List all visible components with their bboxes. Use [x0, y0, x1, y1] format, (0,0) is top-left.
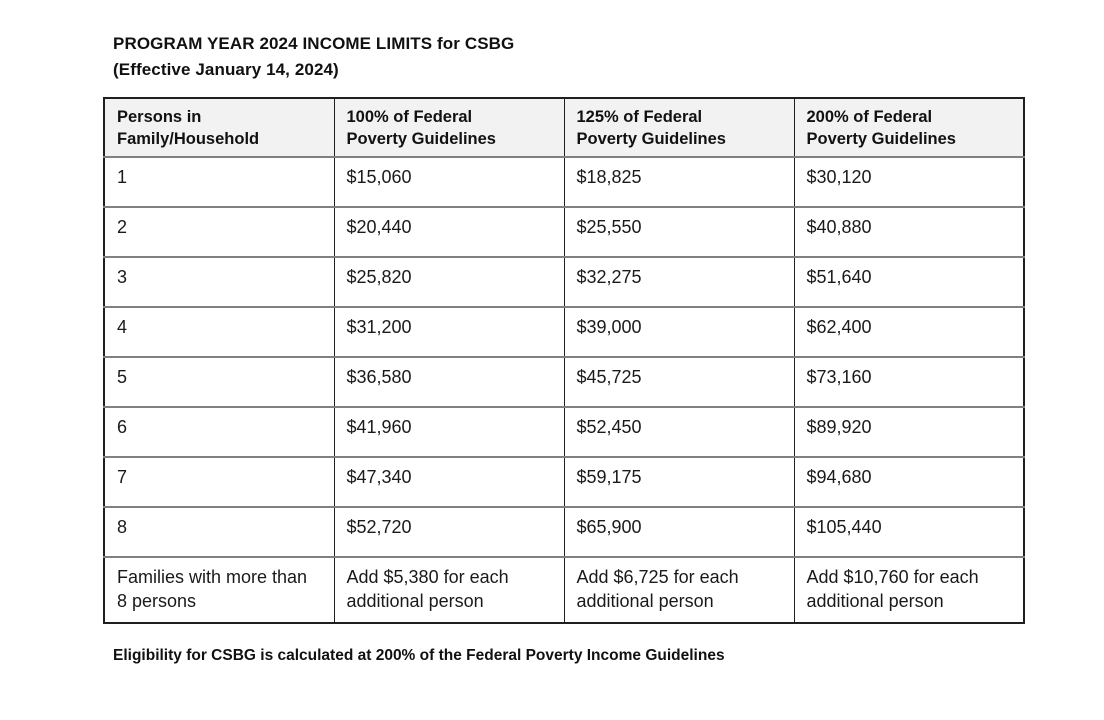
amount-cell: Add $6,725 for each additional person — [564, 557, 794, 623]
persons-cell: 4 — [104, 307, 334, 357]
col-header-line: Poverty Guidelines — [346, 130, 496, 148]
col-header-100pct — [334, 98, 564, 157]
title-line-1: PROGRAM YEAR 2024 INCOME LIMITS for CSBG — [113, 34, 515, 53]
table-row — [104, 457, 1024, 507]
income-limits-table — [103, 97, 1025, 624]
amount-cell: $47,340 — [334, 457, 564, 507]
col-header-line: 100% of Federal — [346, 108, 473, 126]
amount-cell: $15,060 — [334, 157, 564, 207]
amount-cell: $18,825 — [564, 157, 794, 207]
col-header-line: Family/Household — [117, 130, 260, 148]
persons-cell: 3 — [104, 257, 334, 307]
table-row — [104, 407, 1024, 457]
amount-cell: $36,580 — [334, 357, 564, 407]
table-row — [104, 307, 1024, 357]
col-header-line: 125% of Federal — [576, 108, 703, 126]
amount-cell: $39,000 — [564, 307, 794, 357]
eligibility-note: Eligibility for CSBG is calculated at 200% of the Federal Poverty Income Guidelines — [113, 647, 725, 664]
amount-cell: $62,400 — [794, 307, 1024, 357]
table-row — [104, 207, 1024, 257]
persons-cell: 1 — [104, 157, 334, 207]
col-header-line: Poverty Guidelines — [576, 130, 726, 148]
persons-cell: 2 — [104, 207, 334, 257]
amount-cell: $45,725 — [564, 357, 794, 407]
col-header-line: 200% of Federal — [806, 108, 933, 126]
amount-cell: $65,900 — [564, 507, 794, 557]
amount-cell: $51,640 — [794, 257, 1024, 307]
amount-cell: $73,160 — [794, 357, 1024, 407]
amount-cell: $20,440 — [334, 207, 564, 257]
table-row — [104, 157, 1024, 207]
col-header-200pct — [794, 98, 1024, 157]
amount-cell: $89,920 — [794, 407, 1024, 457]
col-header-125pct — [564, 98, 794, 157]
amount-cell: $59,175 — [564, 457, 794, 507]
persons-cell: 6 — [104, 407, 334, 457]
amount-cell: $94,680 — [794, 457, 1024, 507]
table-row — [104, 357, 1024, 407]
amount-cell: $41,960 — [334, 407, 564, 457]
persons-cell: 5 — [104, 357, 334, 407]
income-table-body — [104, 157, 1024, 623]
amount-cell: $52,720 — [334, 507, 564, 557]
amount-cell: $25,550 — [564, 207, 794, 257]
amount-cell: $105,440 — [794, 507, 1024, 557]
table-row — [104, 257, 1024, 307]
amount-cell: $52,450 — [564, 407, 794, 457]
table-row — [104, 557, 1024, 623]
table-header — [104, 98, 1024, 157]
persons-cell: Families with more than 8 persons — [104, 557, 334, 623]
title-line-2: (Effective January 14, 2024) — [113, 60, 339, 79]
col-header-line: Poverty Guidelines — [806, 130, 956, 148]
persons-cell: 7 — [104, 457, 334, 507]
amount-cell: $25,820 — [334, 257, 564, 307]
amount-cell: Add $5,380 for each additional person — [334, 557, 564, 623]
amount-cell: $40,880 — [794, 207, 1024, 257]
col-header-persons — [104, 98, 334, 157]
amount-cell: $30,120 — [794, 157, 1024, 207]
table-header-row — [104, 98, 1024, 157]
table-row — [104, 507, 1024, 557]
amount-cell: $31,200 — [334, 307, 564, 357]
amount-cell: Add $10,760 for each additional person — [794, 557, 1024, 623]
persons-cell: 8 — [104, 507, 334, 557]
amount-cell: $32,275 — [564, 257, 794, 307]
col-header-line: Persons in — [117, 108, 202, 126]
page-title — [113, 31, 514, 83]
